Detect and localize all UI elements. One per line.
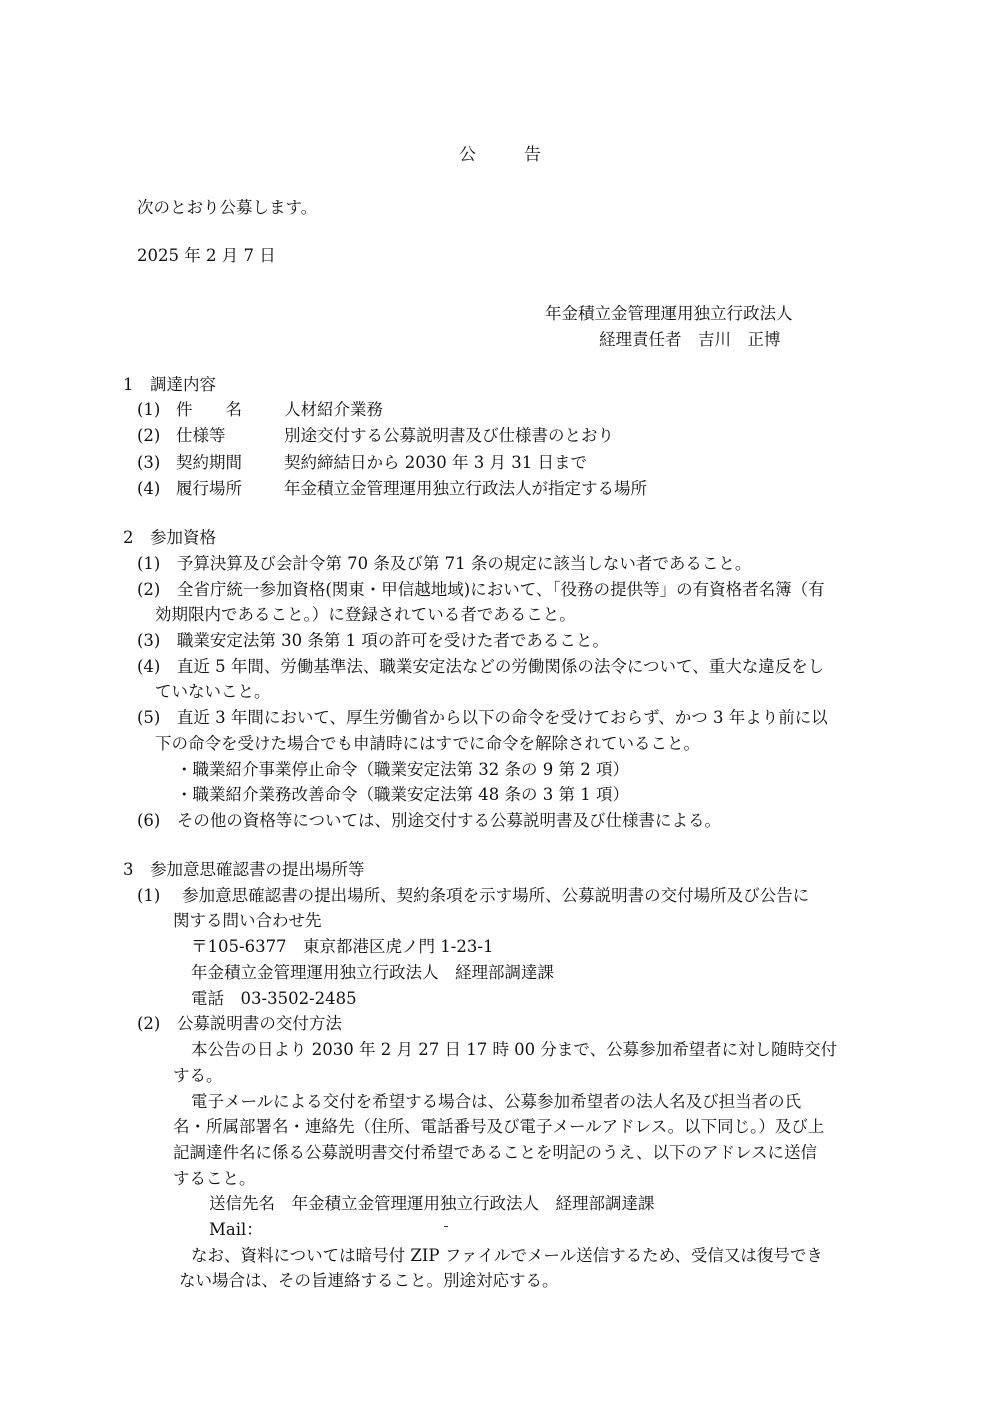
s3-telephone: 電話 03-3502-2485 [191, 989, 357, 1008]
s2-p5-line2: 下の命令を受けた場合でも申請時にはすでに命令を解除されていること。 [155, 734, 700, 753]
s3-note-line1: なお、資料については暗号付 ZIP ファイルでメール送信するため、受信又は復号でき [191, 1246, 823, 1265]
issuer-block [545, 302, 793, 352]
s1-item-1-value: 人材紹介業務 [284, 400, 383, 419]
s3-p2: (2) 公募説明書の交付方法 [137, 1014, 342, 1033]
s3-p2-para2-line2: 名・所属部署名・連絡先（住所、電話番号及び電子メールアドレス。以下同じ。）及び上 [173, 1117, 825, 1136]
s1-item-2-label: 仕様等 [176, 426, 226, 445]
s1-item-1-label: 件 名 [176, 400, 242, 419]
s3-p1-line1: (1) 参加意思確認書の提出場所、契約条項を示す場所、公募説明書の交付場所及び公告に [137, 886, 810, 905]
redaction-mark [444, 1226, 448, 1227]
s3-send-to: 送信先名 年金積立金管理運用独立行政法人 経理部調達課 [209, 1194, 655, 1213]
section-1-heading: 1 調達内容 [123, 375, 216, 394]
s2-p5-line1: (5) 直近 3 年間において、厚生労働省から以下の命令を受けておらず、かつ 3 年より前に以 [137, 708, 828, 727]
page-title [0, 147, 1000, 164]
s1-item-1-num: (1) [137, 400, 161, 419]
intro-text: 次のとおり公募します。 [137, 198, 318, 217]
s2-p4-line2: ていないこと。 [155, 682, 271, 701]
s1-item-3-num: (3) [137, 453, 161, 472]
title-char-2: 告 [524, 145, 541, 165]
s3-p2-para2-line4: すること。 [173, 1169, 256, 1188]
s1-item-3-value: 契約締結日から 2030 年 3 月 31 日まで [284, 453, 587, 472]
s3-address: 〒105-6377 東京都港区虎ノ門 1-23-1 [191, 937, 494, 956]
s3-mail-label: Mail： [209, 1220, 263, 1239]
s1-item-4-label: 履行場所 [176, 479, 242, 498]
s3-p2-para2-line3: 記調達件名に係る公募説明書交付希望であることを明記のうえ、以下のアドレスに送信 [173, 1143, 817, 1162]
issuer-officer: 経理責任者 吉川 正博 [599, 330, 781, 349]
s3-p2-para1-line2: する。 [173, 1066, 223, 1085]
s1-item-4-num: (4) [137, 479, 161, 498]
s1-item-3-label: 契約期間 [176, 453, 242, 472]
s3-note-line2: ない場合は、その旨連絡すること。別途対応する。 [179, 1271, 559, 1290]
s2-bullet-2: ・職業紹介業務改善命令（職業安定法第 48 条の 3 第 1 項） [176, 785, 629, 804]
s2-p1: (1) 予算決算及び会計令第 70 条及び第 71 条の規定に該当しない者であること。 [137, 554, 752, 573]
section-2-heading: 2 参加資格 [123, 528, 216, 547]
section-3-heading: 3 参加意思確認書の提出場所等 [123, 860, 365, 879]
s2-p3: (3) 職業安定法第 30 条第 1 項の許可を受けた者であること。 [137, 631, 609, 650]
s2-p6: (6) その他の資格等については、別途交付する公募説明書及び仕様書による。 [137, 811, 722, 830]
s1-item-2-num: (2) [137, 426, 161, 445]
s1-item-4-value: 年金積立金管理運用独立行政法人が指定する場所 [284, 479, 647, 498]
s2-p4-line1: (4) 直近 5 年間、労働基準法、職業安定法などの労働関係の法令について、重大な違反をし [137, 657, 825, 676]
s2-bullet-1: ・職業紹介事業停止命令（職業安定法第 32 条の 9 第 2 項） [176, 760, 629, 779]
s1-item-2-value: 別途交付する公募説明書及び仕様書のとおり [284, 426, 614, 445]
announcement-date: 2025 年 2 月 7 日 [137, 246, 276, 265]
s3-department: 年金積立金管理運用独立行政法人 経理部調達課 [191, 963, 554, 982]
s3-p2-para2-line1: 電子メールによる交付を希望する場合は、公募参加希望者の法人名及び担当者の氏 [191, 1092, 802, 1111]
s3-p1-line2: 関する問い合わせ先 [173, 911, 322, 930]
issuer-name: 年金積立金管理運用独立行政法人 [545, 304, 793, 323]
s2-p2-line2: 効期限内であること。）に登録されている者であること。 [155, 605, 576, 624]
s2-p2-line1: (2) 全省庁統一参加資格(関東・甲信越地域)において、「役務の提供等」の有資格者名簿（有 [137, 580, 825, 599]
s3-p2-para1-line1: 本公告の日より 2030 年 2 月 27 日 17 時 00 分まで、公募参加希望者に対し随時交付 [191, 1040, 838, 1059]
title-char-1: 公 [459, 145, 476, 165]
